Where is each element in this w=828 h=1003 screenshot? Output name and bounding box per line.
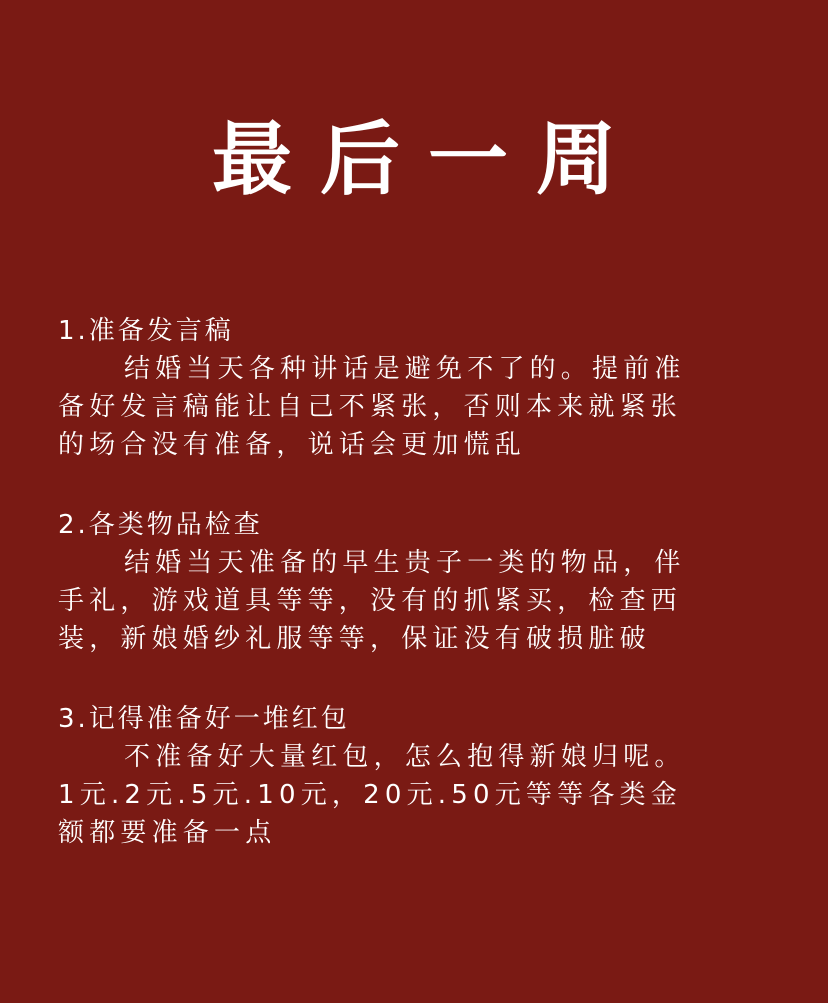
paragraph-line: 1元.2元.5元.10元，20元.50元等等各类金 [58,780,682,810]
content-body [58,312,770,894]
section-red-envelopes [58,700,770,852]
paragraph-line: 不准备好大量红包，怎么抱得新娘归呢。 [124,742,686,772]
page-title: 最后一周 [212,113,644,206]
section-speech [58,312,770,464]
paragraph-line: 装，新娘婚纱礼服等等，保证没有破损脏破 [58,624,651,654]
paragraph-line: 结婚当天准备的早生贵子一类的物品，伴 [124,548,686,578]
section-items-check [58,506,770,658]
paragraph-line: 的场合没有准备，说话会更加慌乱 [58,430,527,460]
section-heading: 3.记得准备好一堆红包 [58,704,350,734]
paragraph-line: 备好发言稿能让自己不紧张，否则本来就紧张 [58,392,683,422]
paragraph-line: 手礼，游戏道具等等，没有的抓紧买，检查西 [58,586,683,616]
section-heading: 2.各类物品检查 [58,510,263,540]
paragraph-line: 额都要准备一点 [58,818,277,848]
section-heading: 1.准备发言稿 [58,316,234,346]
paragraph-line: 结婚当天各种讲话是避免不了的。提前准 [124,354,686,384]
